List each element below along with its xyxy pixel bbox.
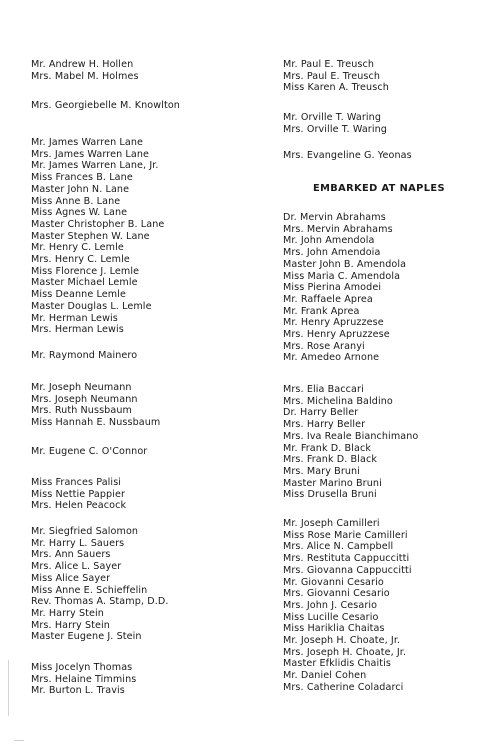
passenger-name: Mrs. Mabel M. Holmes	[31, 70, 139, 82]
passenger-name: Master Marino Bruni	[283, 477, 382, 489]
passenger-name: Master Stephen W. Lane	[31, 230, 150, 242]
passenger-name: Mrs. Herman Lewis	[31, 324, 124, 336]
passenger-name: Mrs. Paul E. Treusch	[283, 70, 381, 82]
passenger-name: Mr. Herman Lewis	[31, 312, 118, 324]
passenger-name: Master Efklidis Chaitis	[283, 658, 391, 670]
left-column	[31, 0, 251, 751]
passenger-name: Mrs. Alice N. Campbell	[283, 541, 394, 553]
passenger-name: Miss Agnes W. Lane	[31, 207, 128, 219]
passenger-name: Mrs. Henry C. Lemle	[31, 254, 130, 266]
passenger-name: Mr. Harry Stein	[31, 607, 104, 619]
passenger-name: Master Christopher B. Lane	[31, 218, 165, 230]
passenger-name: Mrs. John J. Cesario	[283, 599, 378, 611]
passenger-name: Mrs. Ann Sauers	[31, 549, 111, 561]
passenger-name: Miss Pierina Amodei	[283, 282, 382, 294]
passenger-name: Master Michael Lemle	[31, 277, 138, 289]
passenger-name: Mr. Frank D. Black	[283, 442, 372, 454]
name-group	[283, 212, 406, 364]
passenger-name: Mr. Paul E. Treusch	[283, 59, 375, 70]
passenger-name: Mr. Daniel Cohen	[283, 670, 367, 682]
name-group	[283, 59, 389, 94]
passenger-name: Mrs. Iva Reale Bianchimano	[283, 430, 419, 442]
passenger-name: Mrs. James Warren Lane	[31, 148, 150, 160]
passenger-name: Mrs. Michelina Baldino	[283, 395, 393, 407]
passenger-name: Mr. Raffaele Aprea	[283, 293, 373, 305]
passenger-name: Mrs. Helen Peacock	[31, 500, 127, 512]
passenger-name: Dr. Harry Beller	[283, 407, 359, 419]
section-heading: EMBARKED AT NAPLES	[313, 183, 445, 194]
passenger-name: Mr. Raymond Mainero	[31, 350, 138, 361]
passenger-name: Miss Maria C. Amendola	[283, 270, 401, 282]
scan-bottom-mark	[14, 740, 24, 741]
passenger-name: Mrs. Frank D. Black	[283, 454, 377, 466]
passenger-name: Mr. James Warren Lane, Jr.	[31, 160, 159, 172]
passenger-name: Miss Rose Marie Camilleri	[283, 529, 408, 541]
name-group	[31, 350, 137, 362]
passenger-name: Master Eugene J. Stein	[31, 631, 142, 643]
passenger-name: Miss Hariklia Chaitas	[283, 623, 385, 635]
passenger-name: Mrs. John Amendoia	[283, 247, 381, 259]
passenger-name: Mr. Amedeo Arnone	[283, 352, 380, 364]
passenger-name: Rev. Thomas A. Stamp, D.D.	[31, 596, 169, 608]
passenger-name: Mrs. Mary Bruni	[283, 465, 360, 477]
passenger-name: Mrs. Henry Apruzzese	[283, 329, 390, 341]
name-group	[31, 526, 168, 643]
name-group	[31, 477, 126, 512]
passenger-name: Miss Nettie Pappier	[31, 488, 126, 500]
passenger-name: Miss Lucille Cesario	[283, 611, 379, 623]
passenger-name: Mrs. Catherine Coladarci	[283, 681, 404, 693]
passenger-name: Mr. Henry C. Lemle	[31, 242, 124, 254]
passenger-name: Mrs. Joseph Neumann	[31, 393, 138, 405]
passenger-name: Mrs. Elia Baccari	[283, 384, 364, 395]
name-group	[31, 446, 147, 458]
passenger-name: Mr. Siegfried Salomon	[31, 526, 139, 537]
passenger-name: Miss Alice Sayer	[31, 572, 111, 584]
passenger-name: Mrs. Helaine Timmins	[31, 673, 137, 685]
passenger-name: Mr. Harry L. Sauers	[31, 537, 125, 549]
passenger-name: Mr. Burton L. Travis	[31, 685, 125, 697]
passenger-name: Mrs. Giovanna Cappuccitti	[283, 564, 412, 576]
name-group	[31, 137, 164, 336]
name-group	[283, 518, 412, 694]
passenger-name: Miss Frances Palisi	[31, 477, 122, 488]
scan-edge-mark	[8, 660, 9, 716]
name-group	[31, 59, 139, 82]
passenger-name: Master John B. Amendola	[283, 258, 407, 270]
passenger-name: Mrs. Orville T. Waring	[283, 123, 387, 135]
name-group	[283, 150, 412, 162]
passenger-name: Mr. Henry Apruzzese	[283, 317, 384, 329]
passenger-name: Mrs. Georgiebelle M. Knowlton	[31, 100, 180, 111]
name-group	[31, 382, 160, 429]
passenger-name: Miss Anne E. Schieffelin	[31, 584, 148, 596]
passenger-name: Miss Karen A. Treusch	[283, 82, 389, 94]
passenger-name: Mrs. Alice L. Sayer	[31, 561, 122, 573]
name-group	[31, 100, 180, 112]
passenger-name: Mrs. Giovanni Cesario	[283, 588, 390, 600]
name-group	[283, 384, 418, 501]
passenger-name: Mrs. Mervin Abrahams	[283, 223, 393, 235]
passenger-name: Mrs. Joseph H. Choate, Jr.	[283, 646, 407, 658]
passenger-name: Miss Anne B. Lane	[31, 195, 121, 207]
passenger-name: Mr. Eugene C. O'Connor	[31, 446, 148, 457]
passenger-name: Mr. John Amendola	[283, 235, 375, 247]
passenger-name: Miss Deanne Lemle	[31, 289, 126, 301]
passenger-name: Mrs. Ruth Nussbaum	[31, 405, 132, 417]
passenger-name: Miss Frances B. Lane	[31, 172, 133, 184]
passenger-name: Mrs. Rose Aranyi	[283, 340, 365, 352]
passenger-name: Dr. Mervin Abrahams	[283, 212, 386, 223]
name-group	[31, 662, 136, 697]
passenger-name: Miss Jocelyn Thomas	[31, 662, 133, 673]
passenger-name: Miss Florence J. Lemle	[31, 265, 140, 277]
passenger-name: Mr. Joseph H. Choate, Jr.	[283, 635, 401, 647]
passenger-name: Mr. Andrew H. Hollen	[31, 59, 134, 70]
passenger-name: Mr. Joseph Neumann	[31, 382, 132, 393]
passenger-name: Mrs. Restituta Cappuccitti	[283, 553, 410, 565]
name-group	[283, 112, 387, 135]
passenger-name: Mr. Joseph Camilleri	[283, 518, 380, 529]
passenger-name: Mr. Giovanni Cesario	[283, 576, 384, 588]
passenger-name: Mrs. Evangeline G. Yeonas	[283, 150, 412, 161]
passenger-name: Mr. James Warren Lane	[31, 137, 144, 148]
passenger-name: Mr. Frank Aprea	[283, 305, 360, 317]
right-column	[283, 0, 493, 751]
passenger-name: Mrs. Harry Beller	[283, 419, 366, 431]
passenger-name: Miss Drusella Bruni	[283, 489, 377, 501]
passenger-name: Master John N. Lane	[31, 183, 130, 195]
passenger-name: Mrs. Harry Stein	[31, 619, 110, 631]
passenger-name: Mr. Orville T. Waring	[283, 112, 382, 123]
passenger-name: Miss Hannah E. Nussbaum	[31, 417, 161, 429]
passenger-name: Master Douglas L. Lemle	[31, 300, 152, 312]
